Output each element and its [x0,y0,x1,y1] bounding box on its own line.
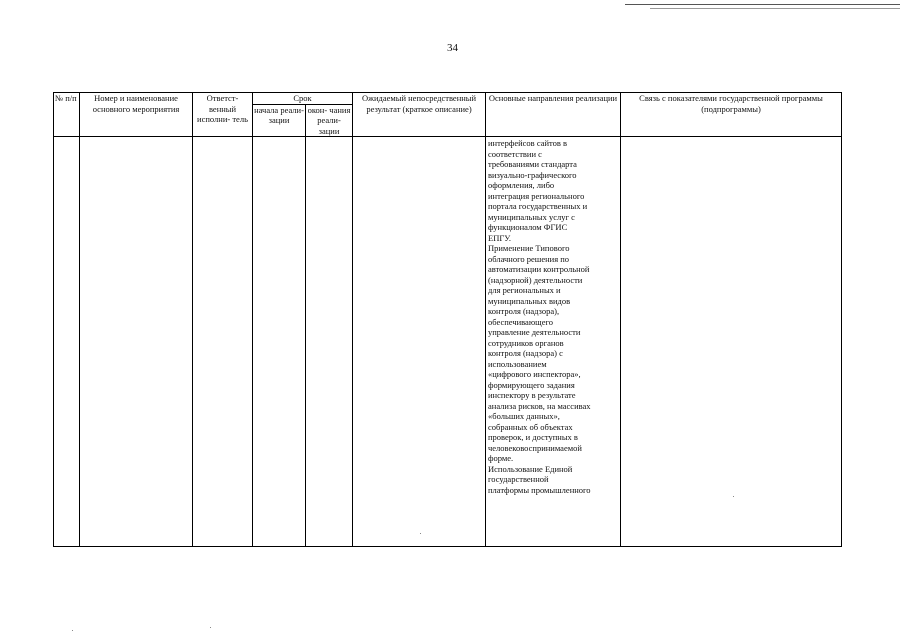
directions-line: формирующего задания [488,379,575,390]
directions-line: анализа рисков, на массивах [488,400,591,411]
directions-line: визуально-графического [488,169,577,180]
directions-line: собранных об объектах [488,421,573,432]
directions-line: требованиями стандарта [488,159,577,169]
scan-speck [733,496,734,497]
directions-line: (надзорной) деятельности [488,274,583,285]
directions-line: интерфейсов сайтов в [488,138,568,148]
cell-program-link [621,137,842,547]
header-num: № п/п [54,93,80,137]
directions-line: инспектору в результате [488,390,576,400]
directions-line: ЕПГУ. [488,232,512,243]
header-row-1 [54,93,842,105]
directions-line: сотрудников органов [488,337,564,348]
header-program-link: Связь с показателями государственной программы (подпрограммы) [621,93,842,137]
cell-term-start [253,137,306,547]
header-directions: Основные направления реализации [486,93,621,137]
directions-line: человековоспринимаемой [488,442,582,453]
directions-line: автоматизации контрольной [488,264,590,274]
cell-expected-result [353,137,486,547]
directions-line: облачного решения по [488,253,570,264]
directions-line: «цифрового инспектора», [488,369,581,379]
table-row [54,137,842,547]
directions-line: интеграция регионального [488,190,585,201]
directions-line: использованием [488,358,547,369]
cell-activity-name [80,137,193,547]
program-activities-table [53,92,842,547]
directions-line: обеспечивающего [488,316,554,327]
directions-line: портала государственных и [488,201,588,211]
header-term-end: окон- чания реали- зации [306,104,353,137]
directions-line: Использование Единой [488,463,573,474]
directions-line: государственной [488,474,549,484]
directions-line: «больших данных», [488,411,560,421]
directions-line: муниципальных видов [488,295,571,306]
cell-directions [486,137,621,547]
directions-line: контроля (надзора) с [488,348,563,358]
cell-responsible [193,137,253,547]
directions-line: управление деятельности [488,327,581,337]
page-number: 34 [447,42,458,54]
directions-line: для региональных и [488,285,561,295]
scan-speck [420,533,421,534]
scan-speck [210,627,211,628]
directions-line: оформления, либо [488,180,555,190]
cell-num [54,137,80,547]
directions-line: проверок, и доступных в [488,432,578,442]
directions-line: функционалом ФГИС [488,222,568,232]
scan-top-line-2 [650,8,900,9]
scan-top-line-1 [625,4,900,5]
header-expected-result: Ожидаемый непосредственный результат (краткое описание) [353,93,486,137]
directions-line: форме. [488,453,514,463]
header-term: Срок [253,93,353,105]
header-responsible: Ответст- венный исполни- тель [193,93,253,137]
directions-line: Применение Типового [488,243,570,253]
header-term-start: начала реали- зации [253,104,306,137]
directions-text [488,138,618,546]
header-activity-name: Номер и наименование основного мероприятия [80,93,193,137]
directions-line: соответствии с [488,148,542,159]
cell-term-end [306,137,353,547]
directions-line: платформы промышленного [488,484,591,495]
directions-line: контроля (надзора), [488,306,560,316]
scan-speck [72,630,73,631]
directions-line: муниципальных услуг с [488,211,575,222]
